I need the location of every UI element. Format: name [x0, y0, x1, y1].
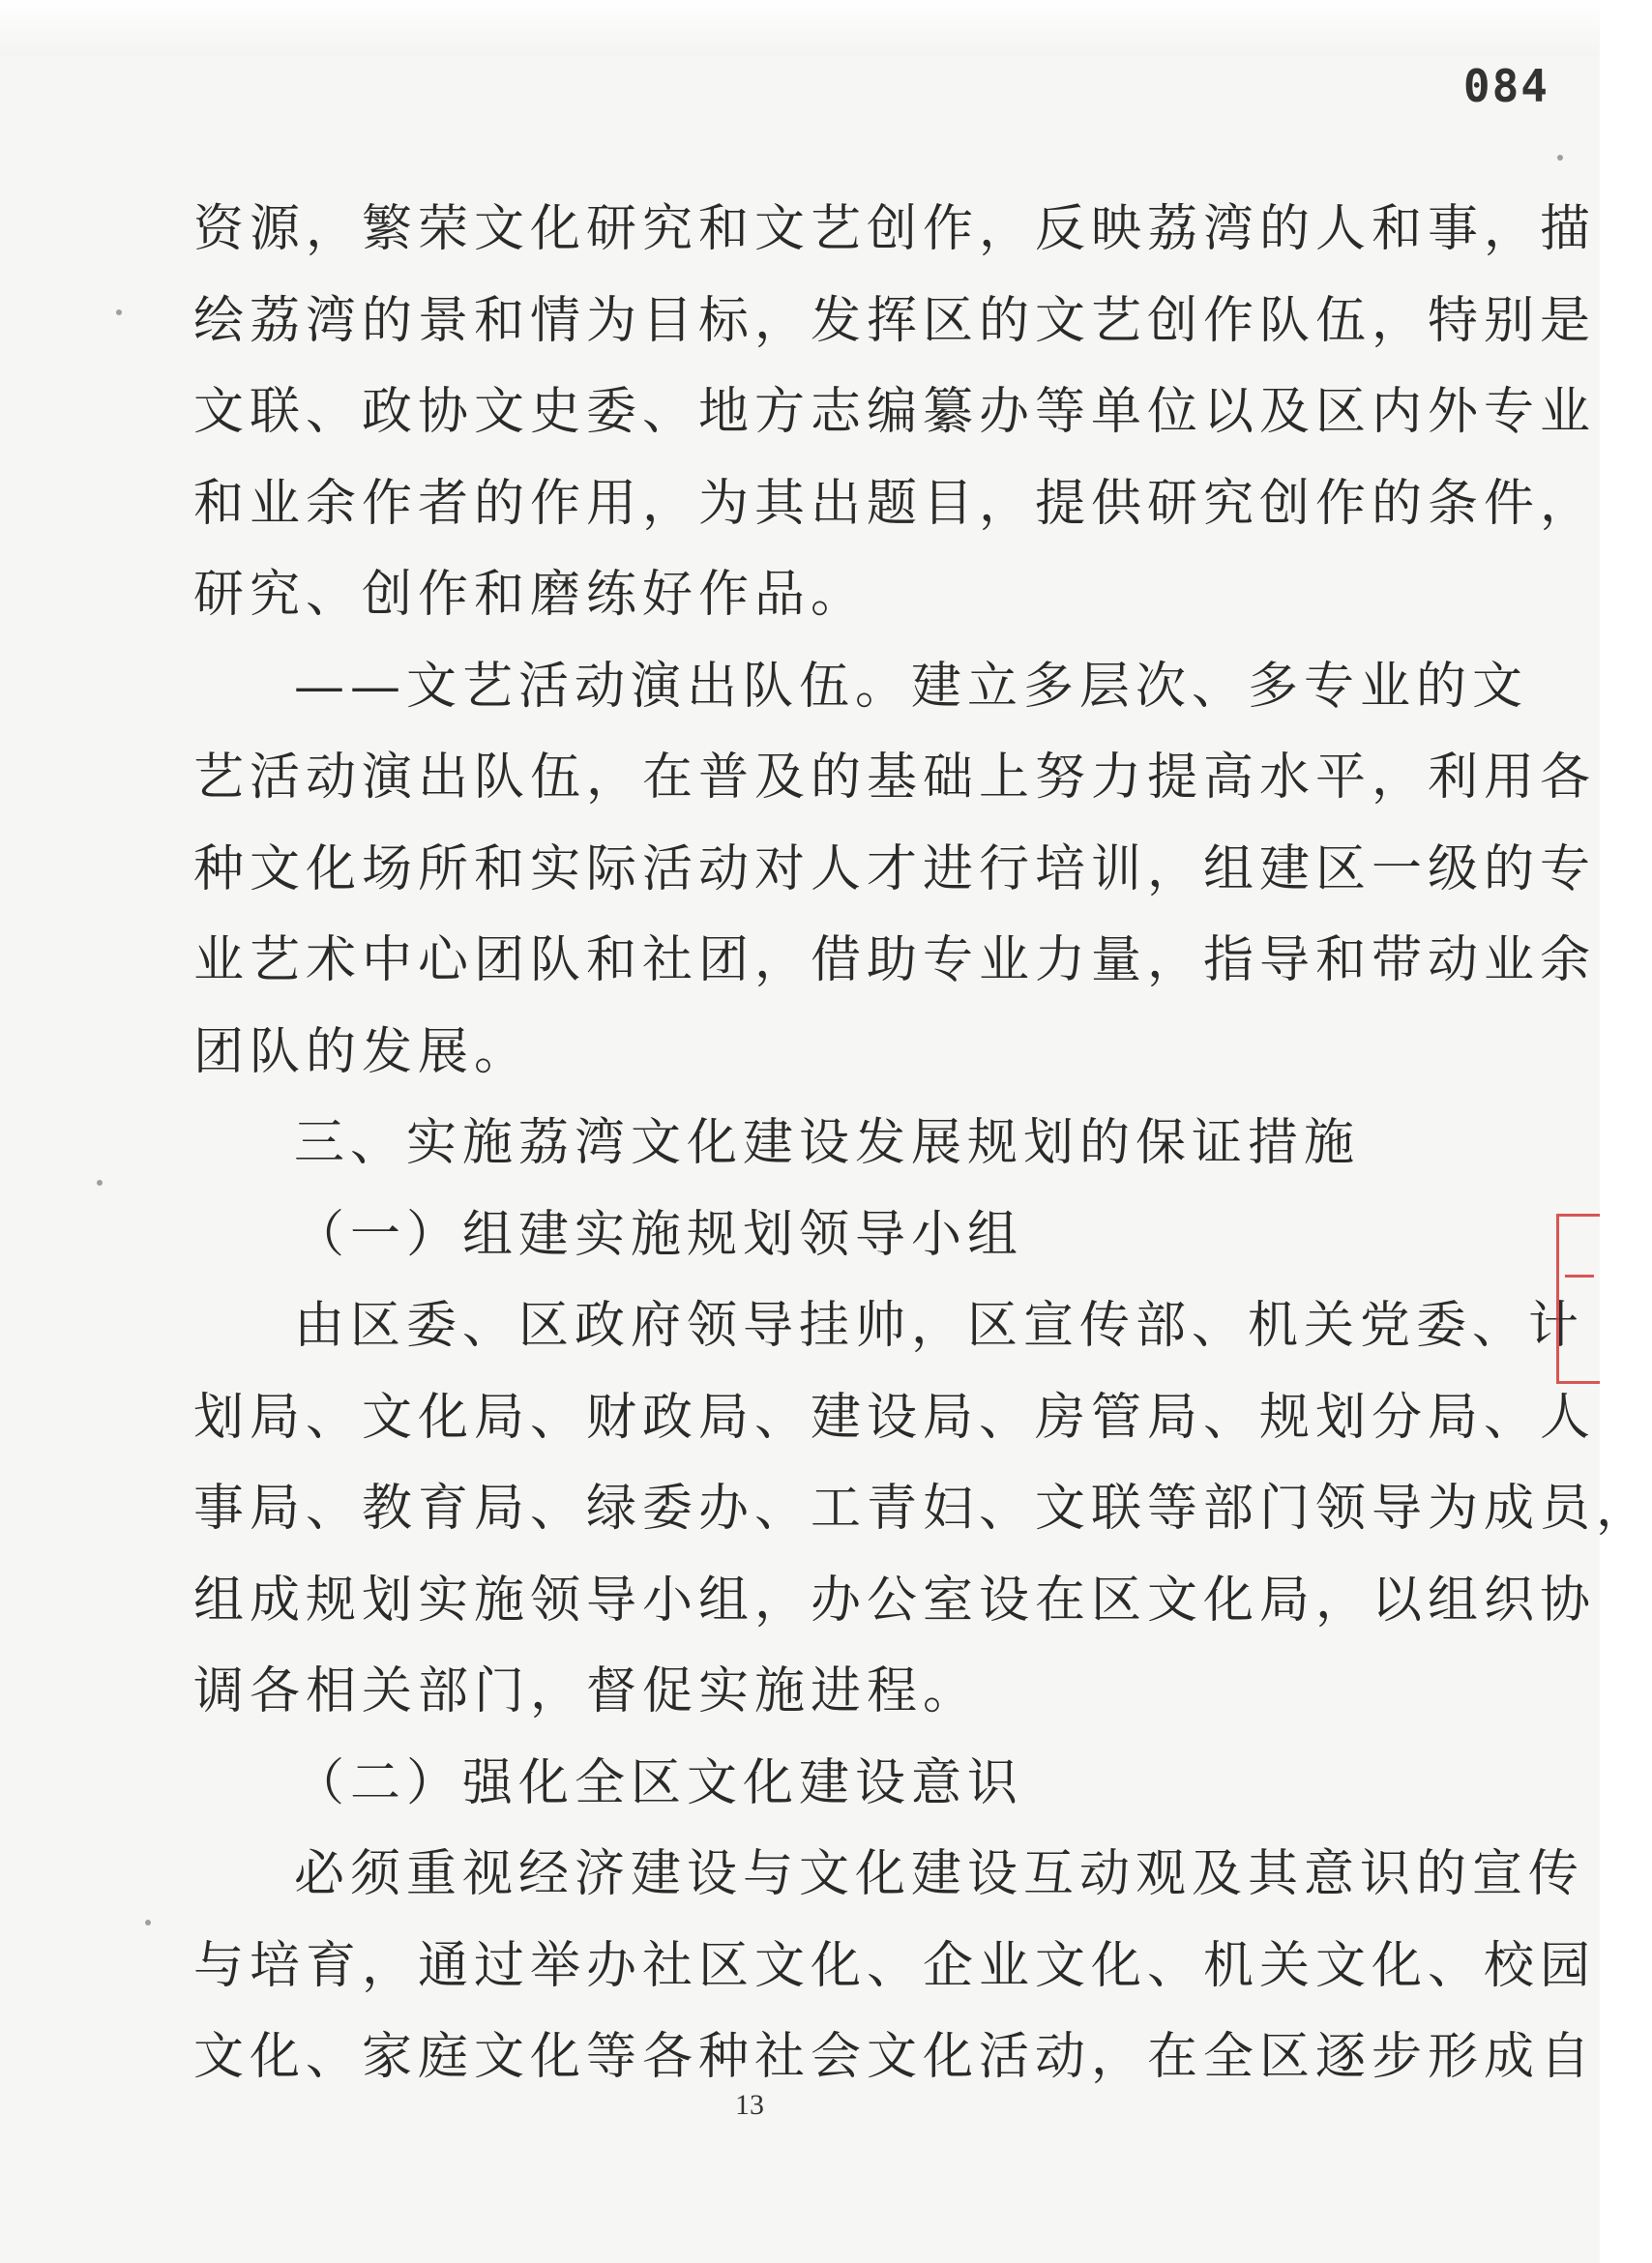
subsection-heading-2: （二）强化全区文化建设意识	[294, 1753, 1024, 1812]
scan-edge	[0, 0, 1600, 56]
text-line-10: 团队的发展。	[193, 1022, 531, 1081]
text-line-9: 业艺术中心团队和社团，借助专业力量，指导和带动业余	[193, 931, 1597, 989]
scan-speck	[116, 309, 122, 315]
text-line-8: 种文化场所和实际活动对人才进行培训，组建区一级的专	[193, 839, 1597, 898]
scan-speck	[145, 1920, 151, 1925]
text-line-5: 研究、创作和磨练好作品。	[193, 566, 868, 624]
text-line-2: 绘荔湾的景和情为目标，发挥区的文艺创作队伍，特别是	[193, 291, 1597, 350]
section-heading: 三、实施荔湾文化建设发展规划的保证措施	[294, 1114, 1361, 1172]
scan-speck	[97, 1180, 103, 1186]
text-line-19: 必须重视经济建设与文化建设互动观及其意识的宣传	[294, 1845, 1585, 1903]
red-stamp-fragment	[1556, 1214, 1600, 1384]
archive-number: 084	[1462, 60, 1549, 112]
text-line-20: 与培育，通过举办社区文化、企业文化、机关文化、校园	[193, 1936, 1597, 1995]
text-line-3: 文联、政协文史委、地方志编纂办等单位以及区内外专业	[193, 383, 1597, 441]
body-text	[193, 184, 1652, 2103]
page-number: 13	[735, 2089, 764, 2121]
text-line-16: 组成规划实施领导小组，办公室设在区文化局，以组织协	[193, 1571, 1597, 1630]
text-line-6: ——文艺活动演出队伍。建立多层次、多专业的文	[294, 657, 1529, 716]
text-line-14: 划局、文化局、财政局、建设局、房管局、规划分局、人	[193, 1388, 1597, 1447]
text-line-7: 艺活动演出队伍，在普及的基础上努力提高水平，利用各	[193, 749, 1597, 807]
subsection-heading-1: （一）组建实施规划领导小组	[294, 1205, 1024, 1264]
scan-speck	[1557, 155, 1563, 161]
text-line-17: 调各相关部门，督促实施进程。	[193, 1662, 980, 1720]
text-line-1: 资源，繁荣文化研究和文艺创作，反映荔湾的人和事，描	[193, 200, 1597, 258]
text-line-15: 事局、教育局、绿委办、工青妇、文联等部门领导为成员，	[193, 1480, 1652, 1538]
text-line-4: 和业余作者的作用，为其出题目，提供研究创作的条件，	[193, 474, 1597, 533]
text-line-21: 文化、家庭文化等各种社会文化活动，在全区逐步形成自	[193, 2028, 1597, 2086]
text-line-13: 由区委、区政府领导挂帅，区宣传部、机关党委、计	[294, 1297, 1585, 1355]
